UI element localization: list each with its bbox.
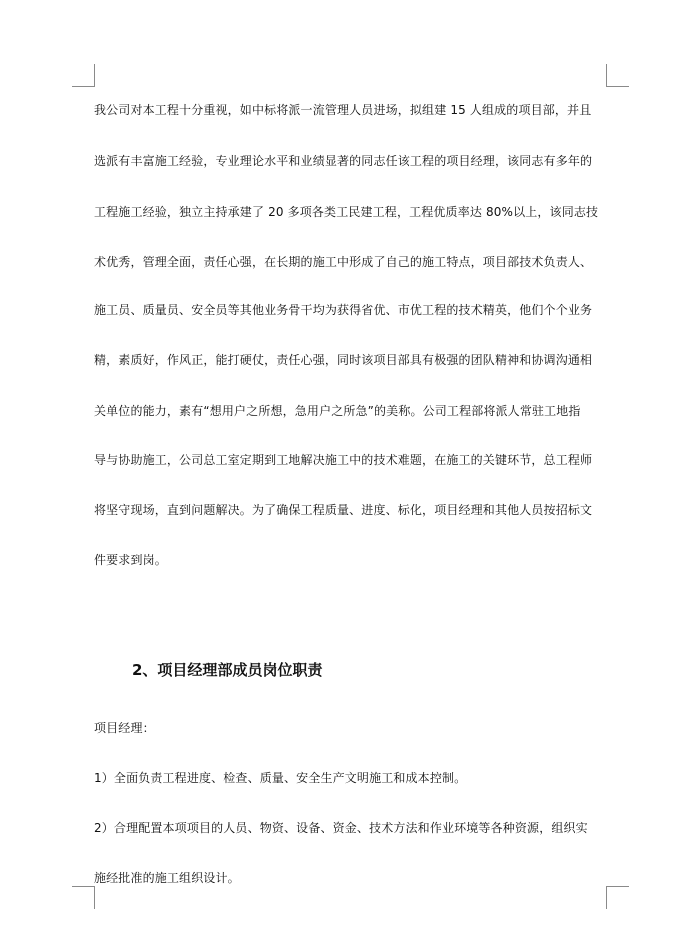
paragraph-line: 工程施工经验，独立主持承建了 20 多项各类工民建工程，工程优质率达 80%以上，该同志技 <box>94 205 599 219</box>
duty-item: 2）合理配置本项项目的人员、物资、设备、资金、技术方法和作业环境等各种资源，组织实 <box>94 821 588 835</box>
section-heading: 2、项目经理部成员岗位职责 <box>132 661 323 679</box>
paragraph-line: 选派有丰富施工经验，专业理论水平和业绩显著的同志任该工程的项目经理，该同志有多年的 <box>94 154 593 168</box>
paragraph-line: 导与协助施工，公司总工室定期到工地解决施工中的技术难题，在施工的关键环节，总工程师 <box>94 453 593 467</box>
corner-mark-top-left <box>72 64 95 87</box>
paragraph-line: 施工员、质量员、安全员等其他业务骨干均为获得省优、市优工程的技术精英，他们个个业务 <box>94 303 593 317</box>
duty-item-continuation: 施经批准的施工组织设计。 <box>94 871 240 885</box>
paragraph-line: 术优秀，管理全面，责任心强，在长期的施工中形成了自己的施工特点，项目部技术负责人、 <box>94 255 593 269</box>
paragraph-line: 关单位的能力，素有“想用户之所想，急用户之所急”的美称。公司工程部将派人常驻工地指 <box>94 404 581 418</box>
corner-mark-bottom-left <box>72 886 95 909</box>
role-title: 项目经理： <box>94 721 155 735</box>
corner-mark-bottom-right <box>606 886 629 909</box>
paragraph-line: 精，素质好，作风正，能打硬仗，责任心强，同时该项目部具有极强的团队精神和协调沟通相 <box>94 353 593 367</box>
paragraph-line: 件要求到岗。 <box>94 553 167 567</box>
paragraph-line: 我公司对本工程十分重视，如中标将派一流管理人员进场，拟组建 15 人组成的项目部，并且 <box>94 103 592 117</box>
corner-mark-top-right <box>606 64 629 87</box>
duty-item: 1）全面负责工程进度、检查、质量、安全生产文明施工和成本控制。 <box>94 771 467 785</box>
paragraph-line: 将坚守现场，直到问题解决。为了确保工程质量、进度、标化，项目经理和其他人员按招标文 <box>94 503 593 517</box>
